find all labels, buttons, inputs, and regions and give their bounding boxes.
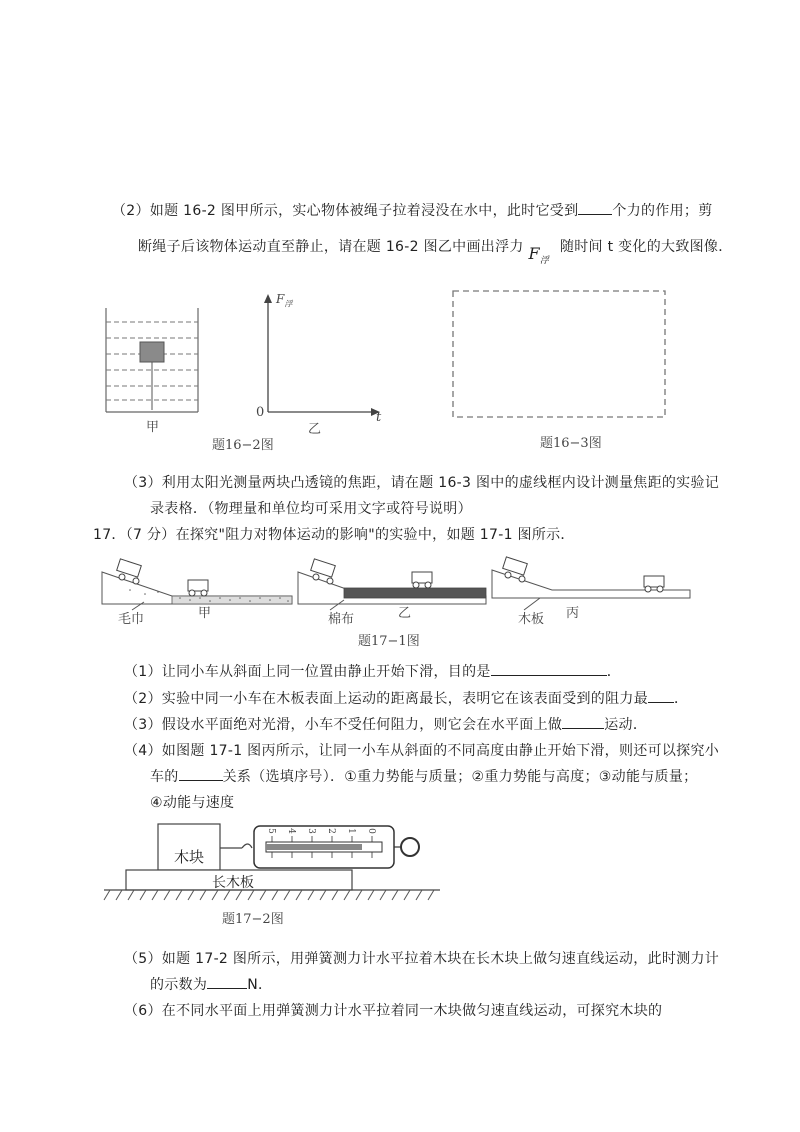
q16-3-line1: （3）利用太阳光测量两块凸透镜的焦距，请在题 16-3 图中的虚线框内设计测量焦距的实验记 — [124, 475, 720, 491]
q17-sub3: （3）假设水平面绝对光滑，小车不受任何阻力，则它会在水平面上做 运动． — [124, 714, 647, 734]
answer-blank-relation[interactable] — [179, 766, 223, 781]
scale-mark-0: 0 — [365, 828, 376, 834]
q17-header: 17．（7 分）在探究"阻力对物体运动的影响"的实验中，如题 17-1 图所示． — [93, 527, 575, 543]
q16-2-text-d: 随时间 t 变化的大致图像． — [559, 239, 733, 255]
scale-mark-1: 1 — [345, 828, 356, 834]
ramp-label-yi: 乙 — [398, 606, 412, 621]
answer-blank-purpose[interactable] — [491, 661, 607, 676]
q17-sub4-line1: （4）如图题 17-1 图丙所示，让同一小车从斜面的不同高度由静止开始下滑，则还可以探究小 — [124, 743, 720, 759]
axis-x-label: t — [376, 410, 382, 425]
axis-origin-label: 0 — [256, 405, 265, 420]
scale-mark-4: 4 — [285, 828, 296, 834]
q17-sub2: （2）实验中同一小车在木板表面上运动的距离最长，表明它在该表面受到的阻力最 ． — [124, 688, 688, 708]
answer-blank-force-count[interactable] — [578, 200, 612, 215]
q17-sub4-line2: 车的 关系（选填序号）．①重力势能与质量；②重力势能与高度；③动能与质量； — [150, 766, 697, 786]
block-label: 木块 — [174, 848, 205, 866]
fig16-3-dashed-answer-box[interactable] — [452, 290, 668, 420]
q17-sub5-line2: 的示数为 N． — [150, 974, 272, 994]
q17-sub5-line1: （5）如题 17-2 图所示，用弹簧测力计水平拉着木块在长木块上做匀速直线运动，此时测力计 — [124, 951, 720, 967]
q17-sub1: （1）让同小车从斜面上同一位置由静止开始下滑，目的是 ． — [124, 661, 621, 681]
fig16-2-yi-label: 乙 — [308, 422, 322, 437]
answer-blank-reading[interactable] — [207, 974, 247, 989]
q16-3-line2: 录表格．（物理量和单位均可采用文字或符号说明） — [150, 501, 472, 517]
q17-sub4-line3: ④动能与速度 — [150, 795, 235, 811]
scale-mark-5: 5 — [265, 828, 276, 834]
spring-scale — [254, 826, 419, 868]
ramp-cotton — [298, 559, 486, 610]
scale-mark-3: 3 — [305, 828, 316, 834]
fig17-1-caption: 题17−1图 — [358, 634, 420, 649]
fig16-2-container-diagram — [100, 300, 210, 420]
answer-blank-motion[interactable] — [562, 714, 604, 729]
fig17-2-caption: 题17−2图 — [222, 912, 284, 927]
q16-2-line2 — [138, 236, 733, 267]
fig16-2-jia-label: 甲 — [146, 420, 160, 435]
surface-label-towel: 毛巾 — [118, 612, 145, 627]
submerged-object — [140, 342, 164, 362]
fig16-2-axes-graph[interactable] — [254, 292, 384, 422]
q16-2-line1 — [112, 200, 713, 220]
q16-2-text-c: 断绳子后该物体运动直至静止，请在题 16-2 图乙中画出浮力 — [138, 239, 524, 255]
ramp-towel — [102, 559, 292, 610]
ramp-label-bing: 丙 — [566, 606, 580, 621]
board-label: 长木板 — [212, 875, 254, 891]
q17-sub6-line1: （6）在不同水平面上用弹簧测力计水平拉着同一木块做匀速直线运动，可探究木块的 — [124, 1003, 663, 1019]
fig16-2-caption: 题16−2图 — [212, 438, 274, 453]
ramp-wood — [492, 557, 690, 610]
answer-blank-resistance[interactable] — [648, 688, 674, 703]
q16-2-text-b: 个力的作用；剪 — [612, 203, 713, 219]
q16-2-text-a: （2）如题 16-2 图甲所示，实心物体被绳子拉着浸没在水中，此时它受到 — [112, 203, 579, 219]
surface-label-wood: 木板 — [518, 612, 545, 627]
f-buoyancy-symbol: $F_浮$ — [528, 244, 550, 267]
fig16-3-caption: 题16−3图 — [540, 436, 602, 451]
scale-mark-2: 2 — [325, 828, 336, 834]
axis-y-label: $F_浮$ — [276, 292, 293, 309]
surface-label-cotton: 棉布 — [328, 612, 355, 627]
ramp-label-jia: 甲 — [198, 606, 212, 621]
